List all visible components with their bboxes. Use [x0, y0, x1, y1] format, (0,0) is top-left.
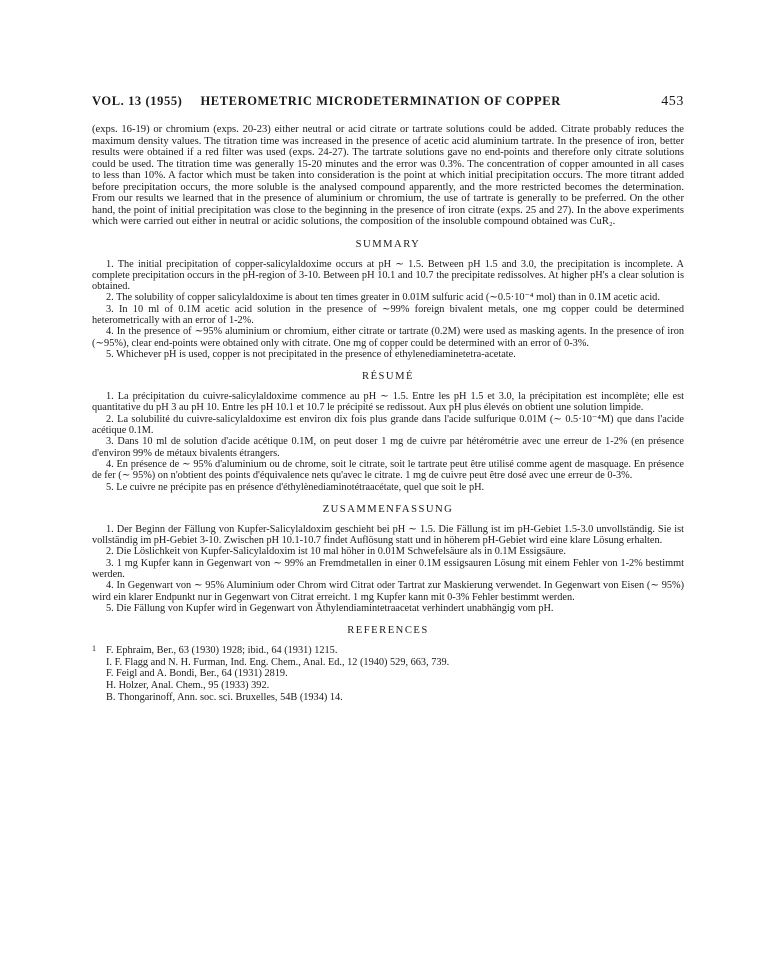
reference-text: H. Holzer, Anal. Chem., 95 (1933) 392. [106, 680, 270, 691]
zusammenfassung-item: 4. In Gegenwart von ∼ 95% Aluminium oder Chrom wird Citrat oder Tartrat zur Maskierung verwendet. In Gegenwart von Eisen (∼ 95%) wird ein klarer Endpunkt nur in Gegenwart von Citrat erreicht. 1 mg Kupfer kann mit 0-3% Fehler bestimmt werden. [92, 580, 684, 603]
references-list [92, 645, 684, 703]
zusammenfassung-item: 2. Die Löslichkeit von Kupfer-Salicylaldoxim ist 10 mal höher in 0.01M Schwefelsäure als in 0.1M Essigsäure. [106, 546, 566, 558]
zusammenfassung-list [92, 524, 684, 614]
summary-heading: SUMMARY [355, 238, 421, 250]
reference-item [92, 645, 684, 657]
reference-text: F. Ephraim, Ber., 63 (1930) 1928; ibid., 64 (1931) 1215. [106, 645, 338, 657]
article-title: HETEROMETRIC MICRODETERMINATION OF COPPER [200, 94, 561, 108]
intro-paragraph: (exps. 16-19) or chromium (exps. 20-23) either neutral or acid citrate or tartrate solutions could be added. Citrate probably reduces the maximum density values. The titration time was increased in the presence of acetic acid aluminium tartrate. In the presence of iron, better results were obtained if a red filter was used (exps. 24-27). The tartrate solutions gave no end-points and therefore only citrate solutions could be used. The titration time was generally 15-20 minutes and the error was 0.3%. The concentration of copper amounted in all cases to less than 10%. A factor which must be taken into consideration is the point at which initial precipitation occurs. The more titrant added before precipitation occurs, the more soluble is the analysed compound apparently, and the more restricted becomes the determination. From our results we learned that in the presence of aluminium or chromium, the use of tartrate is generally to be preferred. On the other hand, the point of initial precipitation was close to the beginning in the presence of iron citrate (exps. 25 and 27). In the above experiments which were carried out either in neutral or acidic solutions, the composition of the insoluble compound obtained was CuR₂. [92, 124, 684, 227]
volume-label: VOL. 13 (1955) [92, 94, 183, 108]
resume-item: 3. Dans 10 ml de solution d'acide acétique 0.1M, on peut doser 1 mg de cuivre par hétérométrie avec une erreur de 1-2% (en présence d'environ 99% de métaux bivalents étrangers. [92, 436, 684, 459]
reference-item [92, 680, 684, 692]
zusammenfassung-item: 1. Der Beginn der Fällung von Kupfer-Salicylaldoxim geschieht bei pH ∼ 1.5. Die Fällung ist im pH-Gebiet 1.5-3.0 unvollständig. Sie ist vollständig im pH-Gebiet 3-10. Zwischen pH 10.1-10.7 findet Auflösung statt und in höherem pH-Gebiet wird eine klare Lösung erhalten. [92, 523, 684, 547]
references-heading: REFERENCES [347, 625, 429, 637]
summary-item: 4. In the presence of ∼95% aluminium or chromium, either citrate or tartrate (0.2M) were used as masking agents. In the presence of iron (∼95%), clear end-points were obtained only with citrate. One mg of copper could be determined with an error of 0-3%. [92, 326, 684, 349]
resume-item: 1. La précipitation du cuivre-salicylaldoxime commence au pH ∼ 1.5. Entre les pH 1.5 et 3.0, la précipitation est incomplète; elle est quantitative du pH 3 au pH 10. Entre les pH 10.1 et 10.7 le précipité se redissout. Aux pH plus élevés on obtient une solution limpide. [92, 391, 684, 414]
zusammenfassung-item: 5. Die Fällung von Kupfer wird in Gegenwart von Äthylendiamintetraacetat verhindert unabhängig vom pH. [106, 602, 554, 614]
reference-text: F. Feigl and A. Bondi, Ber., 64 (1931) 2819. [106, 668, 288, 680]
reference-text: I. F. Flagg and N. H. Furman, Ind. Eng. Chem., Anal. Ed., 12 (1940) 529, 663, 739. [106, 656, 450, 668]
reference-mark: 1 [92, 644, 96, 654]
reference-item [92, 657, 684, 669]
resume-list [92, 391, 684, 493]
reference-item [92, 668, 684, 680]
resume-item: 5. Le cuivre ne précipite pas en présence d'éthylènediaminotétraacétate, quel que soit le pH. [106, 481, 485, 493]
summary-item: 1. The initial precipitation of copper-salicylaldoxime occurs at pH ∼ 1.5. Between pH 1.5 and 3.0, the precipitation is incomplete. A complete precipitation occurs in the pH-region of 3-10. Between pH 10.1 and 10.7 the precipitate redissolves. At higher pH's a clear solution is obtained. [92, 258, 684, 293]
page-number: 453 [661, 94, 684, 109]
resume-item: 2. La solubilité du cuivre-salicylaldoxime est environ dix fois plus grande dans l'acide sulfurique 0.01M (∼ 0.5·10⁻⁴M) que dans l'acide acétique 0.1M. [92, 413, 684, 437]
zusammenfassung-item: 3. 1 mg Kupfer kann in Gegenwart von ∼ 99% an Fremdmetallen in einer 0.1M essigsauren Lösung mit einem Fehler von 1-2% bestimmt werden. [92, 557, 684, 581]
zusammenfassung-heading: ZUSAMMENFASSUNG [322, 503, 454, 515]
summary-list [92, 259, 684, 361]
running-header [92, 94, 684, 110]
resume-item: 4. En présence de ∼ 95% d'aluminium ou de chrome, soit le citrate, soit le tartrate peut être utilisé comme agent de masquage. En présence de fer (∼ 95%) on n'obtient des points d'équivalence nets qu'avec le citrate. 1 mg de cuivre peut être dosé avec une erreur de 0-3%. [92, 458, 684, 482]
resume-heading: RÉSUMÉ [362, 371, 414, 383]
journal-page [92, 94, 684, 703]
summary-item: 3. In 10 ml of 0.1M acetic acid solution in the presence of ∼99% foreign bivalent metals, one mg copper could be determined heterometrically with an error of 1-2%. [92, 303, 684, 326]
summary-item: 5. Whichever pH is used, copper is not precipitated in the presence of ethylenediaminetetra-acetate. [106, 348, 516, 360]
reference-item [92, 692, 684, 704]
summary-item: 2. The solubility of copper salicylaldoxime is about ten times greater in 0.01M sulfuric acid (∼0.5·10⁻⁴ mol) than in 0.1M acetic acid. [106, 292, 660, 304]
reference-text: B. Thongarinoff, Ann. soc. sci. Bruxelles, 54B (1934) 14. [106, 691, 343, 703]
